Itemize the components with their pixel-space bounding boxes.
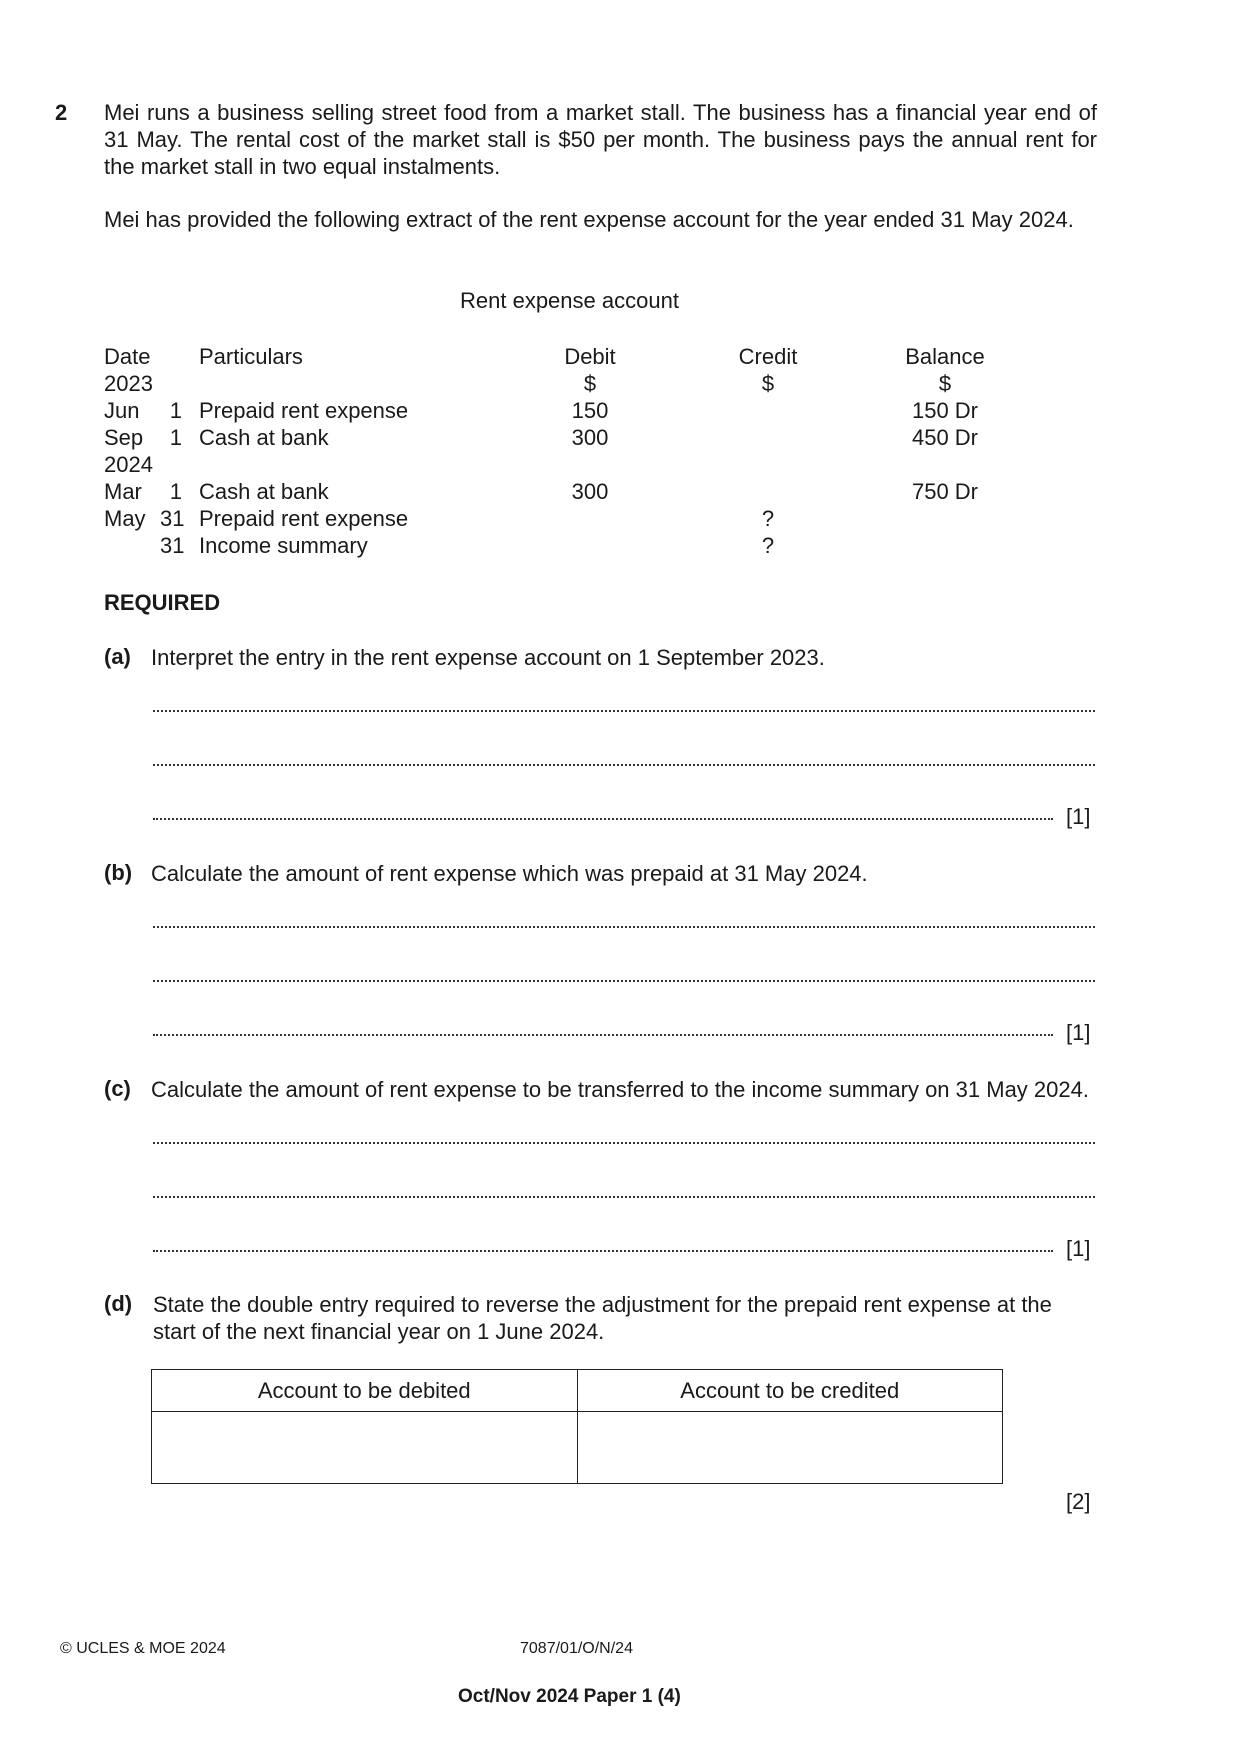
part-a-marks: [1] xyxy=(1066,804,1091,829)
answer-line-c3[interactable] xyxy=(153,1250,1053,1252)
row-month: May xyxy=(104,506,146,531)
part-a-label: (a) xyxy=(104,644,131,669)
part-b-marks: [1] xyxy=(1066,1020,1091,1045)
balance-currency: $ xyxy=(938,371,952,396)
row-particulars: Cash at bank xyxy=(199,479,329,504)
header-date: Date xyxy=(104,344,151,369)
row-debit: 150 xyxy=(571,398,609,423)
paper-code: 7087/01/O/N/24 xyxy=(520,1640,633,1657)
question-context: Mei has provided the following extract of the rent expense account for the year ended 31 May 2024. xyxy=(104,207,1074,232)
part-d-label: (d) xyxy=(104,1291,133,1316)
part-c-label: (c) xyxy=(104,1076,131,1101)
answer-line-c1[interactable] xyxy=(153,1142,1095,1144)
header-debit: Debit xyxy=(564,344,616,369)
row-debit: 300 xyxy=(571,425,609,450)
row-month: Sep xyxy=(104,425,144,450)
row-month: Mar xyxy=(104,479,142,504)
part-d-marks: [2] xyxy=(1066,1489,1091,1514)
row-debit: 300 xyxy=(571,479,609,504)
row-day: 31 xyxy=(160,533,185,558)
copyright-notice: © UCLES & MOE 2024 xyxy=(60,1640,226,1657)
header-credit: Credit xyxy=(738,344,798,369)
year-2024: 2024 xyxy=(104,452,153,477)
row-day: 1 xyxy=(169,479,182,504)
row-day: 1 xyxy=(169,398,182,423)
part-b-text: Calculate the amount of rent expense which was prepaid at 31 May 2024. xyxy=(151,861,868,886)
header-particulars: Particulars xyxy=(199,344,303,369)
row-particulars: Cash at bank xyxy=(199,425,329,450)
row-balance: 150 Dr xyxy=(911,398,979,423)
answer-account-debited[interactable] xyxy=(152,1412,578,1484)
credit-currency: $ xyxy=(761,371,775,396)
double-entry-table xyxy=(151,1369,1003,1484)
row-balance: 450 Dr xyxy=(911,425,979,450)
row-particulars: Income summary xyxy=(199,533,368,558)
part-a-text: Interpret the entry in the rent expense account on 1 September 2023. xyxy=(151,645,825,670)
answer-line-a1[interactable] xyxy=(153,710,1095,712)
answer-line-b2[interactable] xyxy=(153,980,1095,982)
answer-account-credited[interactable] xyxy=(577,1412,1003,1484)
answer-line-c2[interactable] xyxy=(153,1196,1095,1198)
debit-currency: $ xyxy=(583,371,597,396)
part-c-text: Calculate the amount of rent expense to be transferred to the income summary on 31 May 2024. xyxy=(151,1077,1089,1102)
part-d-text: State the double entry required to reverse the adjustment for the prepaid rent expense at the start of the next financial year on 1 June 2024. xyxy=(153,1292,1052,1344)
header-account-credited: Account to be credited xyxy=(577,1370,1003,1412)
header-account-debited: Account to be debited xyxy=(152,1370,578,1412)
row-particulars: Prepaid rent expense xyxy=(199,506,409,531)
part-c-marks: [1] xyxy=(1066,1236,1091,1261)
row-month: Jun xyxy=(104,398,140,423)
answer-line-b1[interactable] xyxy=(153,926,1095,928)
row-credit: ? xyxy=(761,506,775,531)
year-2023: 2023 xyxy=(104,371,153,396)
row-balance: 750 Dr xyxy=(911,479,979,504)
paper-label: Oct/Nov 2024 Paper 1 (4) xyxy=(458,1686,681,1707)
question-intro: Mei runs a business selling street food from a market stall. The business has a financial year end of 31 May. The rental cost of the market stall is $50 per month. The business pays the annual rent for the market stall in two equal instalments. xyxy=(104,100,1097,179)
row-credit: ? xyxy=(761,533,775,558)
question-number: 2 xyxy=(55,100,68,125)
answer-line-a3[interactable] xyxy=(153,818,1053,820)
row-day: 31 xyxy=(160,506,185,531)
part-b-label: (b) xyxy=(104,860,133,885)
row-day: 1 xyxy=(169,425,182,450)
account-title: Rent expense account xyxy=(460,288,679,313)
required-heading: REQUIRED xyxy=(104,590,221,615)
answer-line-b3[interactable] xyxy=(153,1034,1053,1036)
answer-line-a2[interactable] xyxy=(153,764,1095,766)
header-balance: Balance xyxy=(905,344,985,369)
row-particulars: Prepaid rent expense xyxy=(199,398,409,423)
